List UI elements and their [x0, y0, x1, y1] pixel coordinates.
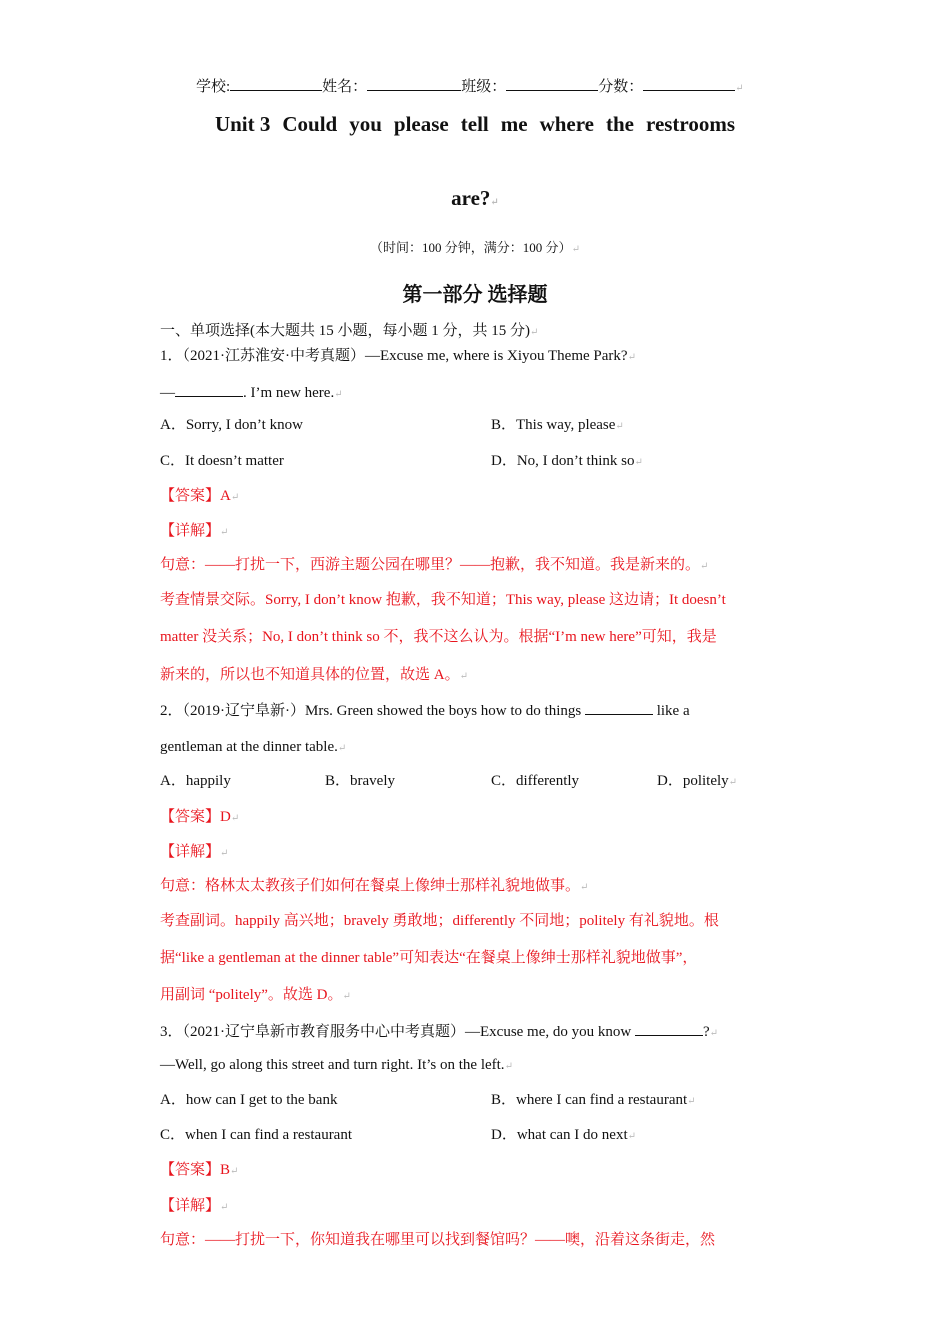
- student-info-line: 学校: 姓名： 班级： 分数： ↵: [196, 75, 744, 99]
- question-1-answer: 【答案】A↵: [160, 488, 240, 504]
- question-1-explanation-line: 新来的，所以也不知道具体的位置，故选 A。↵: [160, 667, 468, 683]
- question-2-stem: 2．（2019·辽宁阜新·）Mrs. Green showed the boys how to do things like a: [160, 699, 690, 721]
- question-1-option-b: B．This way, please↵: [491, 417, 624, 433]
- section-title: 一、单项选择(本大题共 15 小题，每小题 1 分，共 15 分)↵: [160, 323, 539, 339]
- question-1-explanation-line: matter 没关系；No, I don’t think so 不，我不这么认为。根据“I’m new here”可知，我是: [160, 629, 717, 645]
- school-label: 学校:: [196, 79, 231, 95]
- question-2-option-c: C．differently: [491, 773, 580, 789]
- question-2-option-b: B．bravely: [325, 773, 395, 789]
- question-1-option-a: A．Sorry, I don’t know: [160, 417, 303, 433]
- time-note: （时间：100 分钟，满分：100 分）↵: [370, 240, 580, 255]
- question-2-explanation-line: 据“like a gentleman at the dinner table”可知表达“在餐桌上像绅士那样礼貌地做事”，: [160, 950, 698, 966]
- score-label: 分数：: [598, 79, 644, 95]
- question-2-detail-label: 【详解】↵: [160, 844, 229, 860]
- class-label: 班级：: [461, 79, 507, 95]
- class-blank: [506, 75, 598, 91]
- name-blank: [367, 75, 461, 91]
- question-2-option-d: D．politely↵: [657, 773, 738, 789]
- answer-blank: [585, 699, 653, 715]
- school-blank: [230, 75, 322, 91]
- question-3-stem-line2: —Well, go along this street and turn right. It’s on the left.↵: [160, 1057, 513, 1073]
- score-blank: [643, 75, 735, 91]
- question-2-stem-line2: gentleman at the dinner table.↵: [160, 739, 347, 755]
- question-3-option-b: B．where I can find a restaurant↵: [491, 1092, 696, 1108]
- question-3-option-a: A．how can I get to the bank: [160, 1092, 338, 1108]
- question-3-detail-label: 【详解】↵: [160, 1198, 229, 1214]
- name-label: 姓名：: [322, 79, 368, 95]
- question-1-option-c: C．It doesn’t matter: [160, 453, 284, 469]
- answer-blank: [175, 381, 243, 397]
- question-2-answer: 【答案】D↵: [160, 809, 240, 825]
- document-title-line2: are?↵: [451, 186, 499, 210]
- answer-blank: [635, 1020, 703, 1036]
- question-1-stem: 1．（2021·江苏淮安·中考真题）—Excuse me, where is Xiyou Theme Park?↵: [160, 348, 636, 364]
- question-3-stem: 3．（2021·辽宁阜新市教育服务中心中考真题）—Excuse me, do you know ?↵: [160, 1020, 718, 1044]
- question-2-explanation-line: 句意：格林太太教孩子们如何在餐桌上像绅士那样礼貌地做事。↵: [160, 878, 589, 894]
- part-title: 第一部分 选择题: [402, 284, 548, 306]
- document-title: Unit 3 Could you please tell me where the restrooms: [214, 112, 736, 136]
- question-1-detail-label: 【详解】↵: [160, 523, 229, 539]
- question-2-explanation-line: 考查副词。happily 高兴地；bravely 勇敢地；differently 不同地；politely 有礼貌地。根: [160, 913, 719, 929]
- question-3-option-c: C．when I can find a restaurant: [160, 1127, 353, 1143]
- question-3-option-d: D．what can I do next↵: [491, 1127, 637, 1143]
- question-2-option-a: A．happily: [160, 773, 231, 789]
- question-1-option-d: D．No, I don’t think so↵: [491, 453, 643, 469]
- question-1-stem-line2: — . I’m new here.↵: [160, 381, 343, 405]
- question-1-explanation-line: 句意：——打扰一下，西游主题公园在哪里？——抱歉，我不知道。我是新来的。↵: [160, 557, 709, 573]
- question-1-explanation-line: 考查情景交际。Sorry, I don’t know 抱歉，我不知道；This way, please 这边请；It doesn’t: [160, 592, 726, 608]
- question-2-explanation-line: 用副词 “politely”。故选 D。↵: [160, 987, 351, 1003]
- question-3-explanation-line: 句意：——打扰一下，你知道我在哪里可以找到餐馆吗？——噢，沿着这条街走，然: [160, 1232, 716, 1248]
- question-3-answer: 【答案】B↵: [160, 1162, 239, 1178]
